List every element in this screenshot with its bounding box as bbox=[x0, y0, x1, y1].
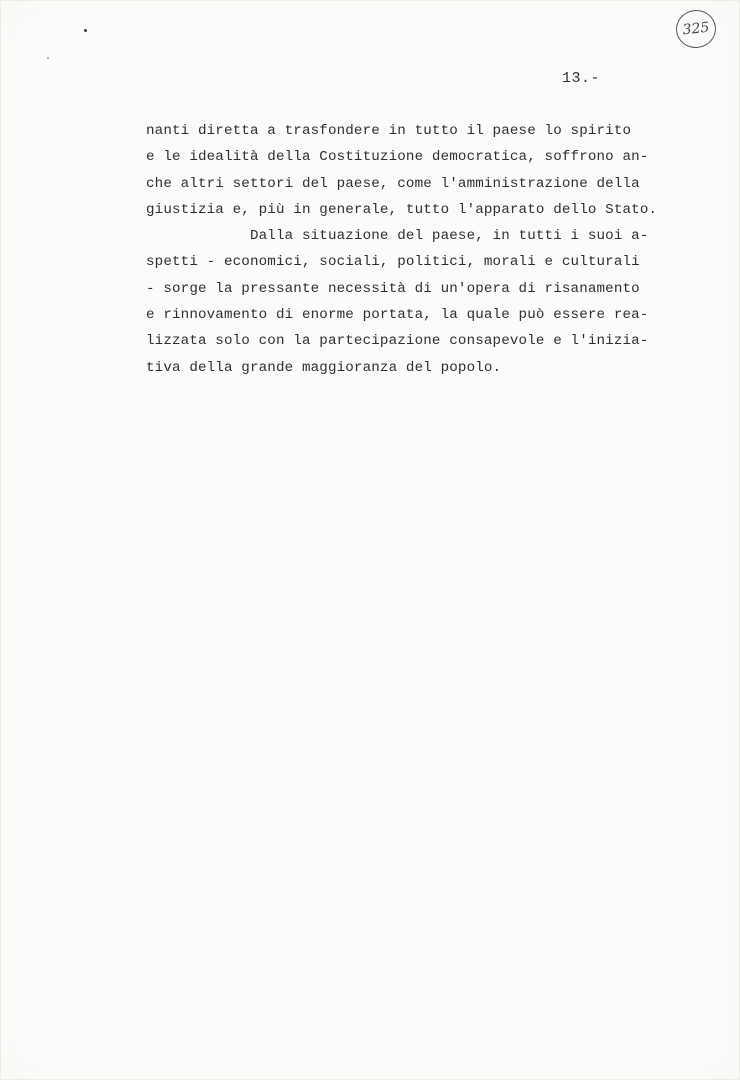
text-line: spetti - economici, sociali, politici, morali e culturali bbox=[146, 254, 640, 271]
ink-speck bbox=[84, 29, 87, 32]
archive-number-stamp bbox=[674, 8, 718, 50]
text-line: lizzata solo con la partecipazione consapevole e l'inizia- bbox=[146, 333, 649, 350]
text-line: che altri settori del paese, come l'amministrazione della bbox=[146, 175, 640, 192]
page-number: 13.- bbox=[562, 70, 601, 87]
text-line: giustizia e, più in generale, tutto l'apparato dello Stato. bbox=[146, 201, 658, 218]
text-line: tiva della grande maggioranza del popolo. bbox=[146, 359, 502, 376]
text-line: e le idealità della Costituzione democratica, soffrono an- bbox=[146, 149, 649, 166]
archive-number: 325 bbox=[681, 19, 711, 39]
text-line: e rinnovamento di enorme portata, la quale può essere rea- bbox=[146, 307, 649, 324]
text-line: nanti diretta a trasfondere in tutto il paese lo spirito bbox=[146, 123, 632, 139]
typed-paragraphs bbox=[146, 118, 686, 381]
text-line: - sorge la pressante necessità di un'opera di risanamento bbox=[146, 280, 640, 297]
text-line: Dalla situazione del paese, in tutti i suoi a- bbox=[146, 228, 649, 245]
ink-speck bbox=[47, 57, 49, 59]
